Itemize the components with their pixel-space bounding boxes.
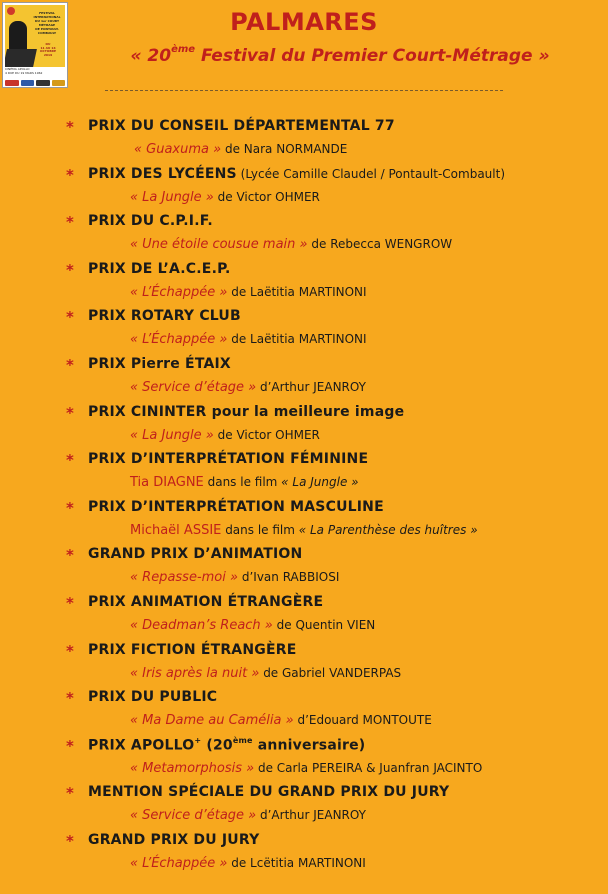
actor-name: Tia DIAGNE <box>130 475 204 490</box>
prize-title <box>88 308 241 324</box>
film-title: « L’Échappée » <box>130 332 228 347</box>
prize-name: GRAND PRIX D’ANIMATION <box>88 546 303 562</box>
poster-line: 2019 <box>43 52 53 57</box>
sponsor-logo <box>52 80 66 86</box>
prize-title <box>88 118 395 134</box>
prize-note: (Lycée Camille Claudel / Pontault-Combault) <box>236 167 505 181</box>
prize-name: PRIX CININTER pour la meilleure image <box>88 404 405 420</box>
subtitle-part: « 20 <box>130 46 172 66</box>
poster-line: DE PONTAULT-COMBAULT <box>35 27 59 35</box>
prize-title <box>88 784 449 800</box>
bullet-star-icon: * <box>66 499 74 517</box>
film-line <box>134 142 347 157</box>
film-title: « Service d’étage » <box>130 808 257 823</box>
film-credit: d’Ivan RABBIOSI <box>238 570 340 584</box>
film-line <box>130 618 375 633</box>
prize-name: PRIX ANIMATION ÉTRANGÈRE <box>88 594 324 610</box>
film-title: « Service d’étage » <box>130 380 257 395</box>
subtitle-sup: ème <box>171 44 196 56</box>
film-credit: de Laëtitia MARTINONI <box>227 332 367 346</box>
prize-name: anniversaire) <box>252 737 366 754</box>
film-title: « La Jungle » <box>130 190 214 205</box>
bullet-star-icon: * <box>66 594 74 612</box>
poster-line: OCTOBRE <box>40 49 56 53</box>
dashed-divider <box>105 90 503 91</box>
prize-name: PRIX DU CONSEIL DÉPARTEMENTAL 77 <box>88 118 395 134</box>
film-line <box>130 380 366 395</box>
film-title: « Deadman’s Reach » <box>130 618 273 633</box>
bullet-star-icon: * <box>66 737 74 755</box>
bullet-star-icon: * <box>66 689 74 707</box>
film-line <box>130 713 432 728</box>
prize-title <box>88 689 217 705</box>
film-line <box>130 475 359 490</box>
film-line <box>130 332 367 347</box>
prize-name: MENTION SPÉCIALE DU GRAND PRIX DU JURY <box>88 784 450 800</box>
sponsor-logo <box>36 80 50 86</box>
film-line <box>130 761 482 776</box>
film-credit: dans le film <box>221 523 299 537</box>
film-credit: de Gabriel VANDERPAS <box>259 666 402 680</box>
film-title: « Ma Dame au Camélia » <box>130 713 294 728</box>
poster-line: CINÉMA APOLLO <box>5 67 30 71</box>
prize-title <box>88 356 231 372</box>
prize-name: PRIX DES LYCÉENS <box>88 166 237 182</box>
bullet-star-icon: * <box>66 261 74 279</box>
bullet-star-icon: * <box>66 784 74 802</box>
film-credit: de Quentin VIEN <box>272 618 376 632</box>
prize-name: PRIX D’INTERPRÉTATION MASCULINE <box>88 499 384 515</box>
film-credit: d’Arthur JEANROY <box>256 380 367 394</box>
film-title: « Une étoile cousue main » <box>130 237 308 252</box>
prize-name: PRIX D’INTERPRÉTATION FÉMININE <box>88 451 369 467</box>
prize-name: GRAND PRIX DU JURY <box>88 832 260 848</box>
film-line <box>130 523 478 538</box>
poster-line: DU <box>45 42 51 46</box>
prize-title <box>88 166 505 182</box>
film-line <box>130 190 320 205</box>
film-title: « Metamorphosis » <box>130 761 255 776</box>
bullet-star-icon: * <box>66 546 74 564</box>
film-credit: d’Edouard MONTOUTE <box>293 713 432 727</box>
prize-title <box>88 546 302 562</box>
poster-cinema <box>5 68 65 75</box>
film-credit: de Lcëtitia MARTINONI <box>227 856 366 870</box>
film-credit: d’Arthur JEANROY <box>256 808 367 822</box>
bullet-star-icon: * <box>66 118 74 136</box>
subtitle-part: Festival du Premier Court-Métrage » <box>195 46 550 66</box>
film-line <box>130 570 339 585</box>
film-title: « Guaxuma » <box>134 142 222 157</box>
film-line <box>130 285 367 300</box>
sponsor-logo <box>21 80 35 86</box>
bullet-star-icon: * <box>66 356 74 374</box>
prize-name: (20 <box>201 737 233 754</box>
film-title: « L’Échappée » <box>130 856 228 871</box>
prize-sup: ème <box>232 736 253 745</box>
prize-title <box>88 737 365 754</box>
film-line <box>130 808 366 823</box>
film-line <box>130 237 452 252</box>
poster-line: 4 RUE DU 19 MARS 1962 <box>5 70 43 75</box>
prize-title <box>88 213 213 229</box>
bullet-star-icon: * <box>66 213 74 231</box>
film-line <box>130 666 401 681</box>
film-credit: de Nara NORMANDE <box>221 142 348 156</box>
prize-name: PRIX DU C.P.I.F. <box>88 213 213 229</box>
film-credit: de Victor OHMER <box>213 190 320 204</box>
prize-name: PRIX ROTARY CLUB <box>88 308 241 324</box>
poster-sponsor-logos <box>5 80 65 86</box>
film-credit: de Rebecca WENGROW <box>307 237 453 251</box>
film-credit: de Laëtitia MARTINONI <box>227 285 367 299</box>
prize-title <box>88 594 323 610</box>
film-title: « La Parenthèse des huîtres » <box>298 523 478 537</box>
film-credit: de Carla PEREIRA & Juanfran JACINTO <box>254 761 483 775</box>
prize-title <box>88 642 296 658</box>
prize-name: PRIX DU PUBLIC <box>88 689 218 705</box>
film-line <box>130 428 320 443</box>
page-title: PALMARES <box>230 8 378 36</box>
film-credit: de Victor OHMER <box>213 428 320 442</box>
prize-title <box>88 499 384 515</box>
poster-line: DU 1er COURT MÉTRAGE <box>34 19 60 27</box>
bullet-star-icon: * <box>66 404 74 422</box>
film-title: « Iris après la nuit » <box>130 666 260 681</box>
prize-title <box>88 451 368 467</box>
prize-name: PRIX Pierre ÉTAIX <box>88 356 231 372</box>
prize-sup: + <box>194 736 202 745</box>
film-title: « La Jungle » <box>130 428 214 443</box>
film-title: « La Jungle » <box>281 475 359 489</box>
poster-line: INTERNATIONAL <box>33 15 61 19</box>
page-subtitle <box>60 46 608 66</box>
prize-title <box>88 832 259 848</box>
film-credit: dans le film <box>203 475 282 489</box>
prize-name: PRIX APOLLO <box>88 737 195 754</box>
bullet-star-icon: * <box>66 832 74 850</box>
poster-dates <box>33 43 63 57</box>
film-line <box>130 856 366 871</box>
prize-title <box>88 404 404 420</box>
prize-title <box>88 261 231 277</box>
film-title: « Repasse-moi » <box>130 570 239 585</box>
bullet-star-icon: * <box>66 451 74 469</box>
film-title: « L’Échappée » <box>130 285 228 300</box>
bullet-star-icon: * <box>66 642 74 660</box>
bullet-star-icon: * <box>66 308 74 326</box>
prize-name: PRIX FICTION ÉTRANGÈRE <box>88 642 297 658</box>
prize-name: PRIX DE L’A.C.E.P. <box>88 261 231 277</box>
poster-line: 11 AU 16 <box>40 45 56 50</box>
sponsor-logo <box>5 80 19 86</box>
actor-name: Michaël ASSIE <box>130 523 222 538</box>
poster-line: FESTIVAL <box>39 11 55 15</box>
bullet-star-icon: * <box>66 166 74 184</box>
